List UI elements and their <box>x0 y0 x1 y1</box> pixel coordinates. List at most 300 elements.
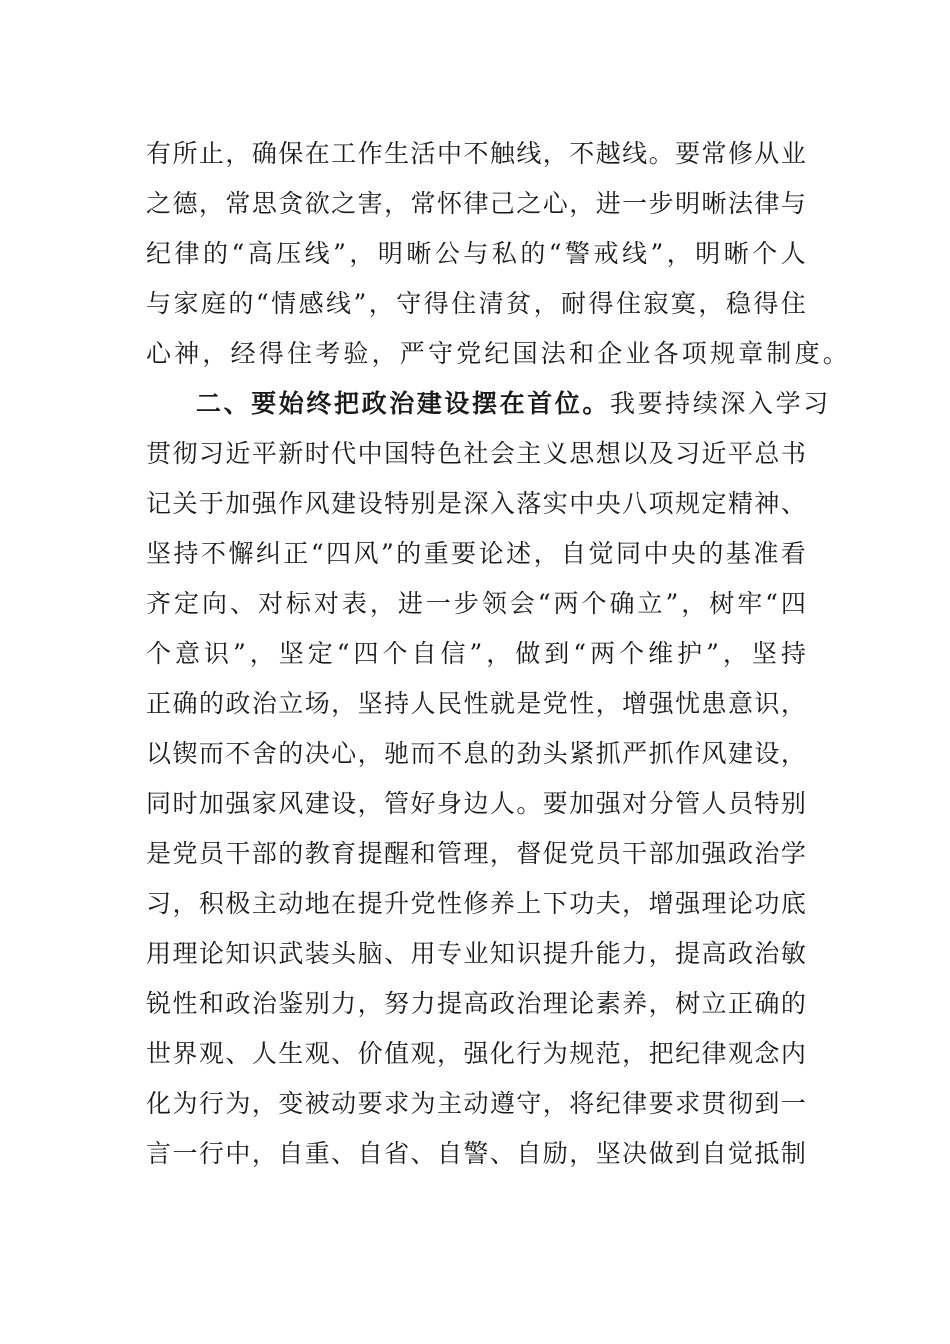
text-char: 得 <box>423 289 449 318</box>
text-char: 党 <box>542 689 568 718</box>
text-char: 压 <box>276 239 302 268</box>
text-char: 到 <box>544 639 570 668</box>
text-char: 锲 <box>172 739 198 768</box>
text-char: 贯 <box>701 1089 727 1118</box>
text-char: 准 <box>753 539 779 568</box>
text-char: 增 <box>648 889 674 918</box>
text-char: 社 <box>463 439 489 468</box>
text-char: 干 <box>225 839 251 868</box>
text-char: 提 <box>436 989 462 1018</box>
text-char: 晰 <box>701 189 727 218</box>
text-char: ， <box>225 139 251 168</box>
text-char: 定 <box>173 589 199 618</box>
text-char: 中 <box>643 539 669 568</box>
text-char: 个 <box>619 639 645 668</box>
text-char: 一 <box>425 589 451 618</box>
text-char: 得 <box>753 289 779 318</box>
text-char: 不 <box>200 539 226 568</box>
text-char: 个 <box>146 639 172 668</box>
text-char: 别 <box>304 989 330 1018</box>
text-char: 管 <box>436 839 462 868</box>
text-char: 央 <box>595 489 621 518</box>
text-char: 律 <box>174 239 200 268</box>
text-char: 高 <box>247 239 273 268</box>
text-char: 平 <box>727 439 753 468</box>
text-char: ” <box>233 639 246 668</box>
text-char: 关 <box>172 489 198 518</box>
text-char: 之 <box>331 189 357 218</box>
text-char: ， <box>331 689 357 718</box>
text-char: 义 <box>542 439 568 468</box>
text-char: 要 <box>451 539 477 568</box>
text-char: 作 <box>357 139 383 168</box>
text-char: 警 <box>463 1139 489 1168</box>
text-char: 与 <box>146 289 172 318</box>
text-char: 树 <box>709 589 735 618</box>
text-char: 作 <box>675 739 701 768</box>
text-line <box>146 129 806 179</box>
text-char: 害 <box>357 189 383 218</box>
text-char: 设 <box>331 789 357 818</box>
text-char: ， <box>648 989 674 1018</box>
text-char: ， <box>251 1089 277 1118</box>
text-char: 家 <box>251 789 277 818</box>
text-char: 确 <box>754 989 780 1018</box>
text-char: 识 <box>204 639 230 668</box>
text-line <box>146 829 806 879</box>
text-char: 。 <box>648 139 674 168</box>
text-char: ， <box>569 1139 595 1168</box>
text-char: 一 <box>780 1089 806 1118</box>
text-line <box>146 279 806 329</box>
text-char: 加 <box>198 789 224 818</box>
text-char: 习 <box>675 439 701 468</box>
text-char: 中 <box>569 489 595 518</box>
text-char: 治 <box>754 939 780 968</box>
text-char: 自 <box>561 539 587 568</box>
text-char: 四 <box>353 639 379 668</box>
text-char: 维 <box>648 639 674 668</box>
text-char: 思 <box>251 189 277 218</box>
text-char: 行 <box>198 1089 224 1118</box>
text-char: 进 <box>397 589 423 618</box>
text-char: ， <box>542 139 568 168</box>
text-char: 耐 <box>561 289 587 318</box>
text-char: 督 <box>516 839 542 868</box>
text-char: 范 <box>595 1039 621 1068</box>
text-char: 行 <box>198 1139 224 1168</box>
text-char: 不 <box>225 739 251 768</box>
text-char: 稳 <box>725 289 751 318</box>
text-char: 不 <box>436 739 462 768</box>
text-char: 人 <box>410 689 436 718</box>
text-line <box>146 679 806 729</box>
text-char: 与 <box>780 189 806 218</box>
text-char: 强 <box>225 789 251 818</box>
text-char: 要 <box>648 1089 674 1118</box>
text-char: 观 <box>304 1039 330 1068</box>
text-char: 加 <box>569 789 595 818</box>
text-line <box>146 179 806 229</box>
text-char: 醒 <box>384 839 410 868</box>
text-char: 定 <box>701 489 727 518</box>
text-char: 、 <box>489 1139 515 1168</box>
text-char: 工 <box>331 139 357 168</box>
text-char: 、 <box>331 1139 357 1168</box>
text-char: 的 <box>278 839 304 868</box>
text-char: 向 <box>201 589 227 618</box>
body-text <box>146 129 852 1179</box>
text-char: ， <box>780 689 806 718</box>
text-char: 住 <box>780 289 806 318</box>
text-char: 会 <box>489 439 515 468</box>
text-char: 动 <box>278 889 304 918</box>
text-char: 线 <box>622 239 648 268</box>
text-char: 性 <box>172 989 198 1018</box>
text-char: 设 <box>357 489 383 518</box>
text-char: 自 <box>436 1139 462 1168</box>
text-char: 得 <box>588 289 614 318</box>
text-char: 化 <box>146 1089 172 1118</box>
text-char: 被 <box>304 1089 330 1118</box>
text-char: ， <box>569 189 595 218</box>
text-char: 公 <box>434 239 460 268</box>
section-heading-rest: 我要持续深入学习 <box>610 389 831 418</box>
text-char: 清 <box>478 289 504 318</box>
text-line <box>146 529 806 579</box>
text-char: 要 <box>357 1089 383 1118</box>
text-char: 做 <box>648 1139 674 1168</box>
text-char: 近 <box>701 439 727 468</box>
text-char: 用 <box>146 939 172 968</box>
text-char: 生 <box>278 1039 304 1068</box>
text-char: 感 <box>298 289 324 318</box>
text-char: 所 <box>172 139 198 168</box>
text-char: ， <box>369 589 395 618</box>
text-char: 武 <box>278 939 304 968</box>
text-char: 强 <box>251 489 277 518</box>
text-char: 世 <box>146 1039 172 1068</box>
text-line <box>146 479 806 529</box>
text-char: 、 <box>780 489 806 518</box>
text-char: 为 <box>542 1039 568 1068</box>
text-char: 步 <box>453 589 479 618</box>
text-char: 习 <box>146 889 172 918</box>
text-char: 的 <box>228 289 254 318</box>
text-char: 时 <box>304 439 330 468</box>
text-char: 夫 <box>595 889 621 918</box>
text-char: 常 <box>410 189 436 218</box>
text-char: 政 <box>225 689 251 718</box>
text-char: ” <box>706 639 719 668</box>
text-char: 加 <box>225 489 251 518</box>
text-char: 党 <box>410 889 436 918</box>
text-char: 神 <box>754 489 780 518</box>
text-char: 主 <box>516 439 542 468</box>
text-char: 论 <box>198 939 224 968</box>
text-char: 党 <box>569 839 595 868</box>
text-char: “ <box>231 239 245 268</box>
text-char: 中 <box>357 439 383 468</box>
text-line: 心神，经得住考验，严守党纪国法和企业各项规章制度。 <box>146 339 852 368</box>
text-char: 重 <box>304 1139 330 1168</box>
text-char: 持 <box>173 539 199 568</box>
text-char: ， <box>622 1039 648 1068</box>
text-line <box>146 879 806 929</box>
text-char: 之 <box>146 189 172 218</box>
text-char: 明 <box>695 239 721 268</box>
text-char: 知 <box>489 939 515 968</box>
text-char: 项 <box>648 489 674 518</box>
text-char: 养 <box>489 889 515 918</box>
text-char: 为 <box>225 1089 251 1118</box>
text-char: 理 <box>542 989 568 1018</box>
text-char: 增 <box>622 689 648 718</box>
section-heading-line <box>146 379 831 429</box>
text-char: 心 <box>542 189 568 218</box>
text-char: 及 <box>648 439 674 468</box>
text-char: 治 <box>251 689 277 718</box>
text-char: 要 <box>675 139 701 168</box>
text-char: 上 <box>516 889 542 918</box>
text-char: 学 <box>780 839 806 868</box>
text-char: 变 <box>278 1089 304 1118</box>
text-char: 中 <box>225 1139 251 1168</box>
text-char: 内 <box>780 1039 806 1068</box>
text-char: 记 <box>146 489 172 518</box>
text-char: 息 <box>463 739 489 768</box>
text-char: 省 <box>384 1139 410 1168</box>
text-char: 锐 <box>146 989 172 1018</box>
text-char: 边 <box>463 789 489 818</box>
text-char: 新 <box>278 439 304 468</box>
text-char: 能 <box>595 939 621 968</box>
text-char: 色 <box>436 439 462 468</box>
text-char: ， <box>486 639 512 668</box>
text-char: ” <box>650 239 664 268</box>
text-char: 观 <box>410 1039 436 1068</box>
text-char: 识 <box>516 939 542 968</box>
text-char: ， <box>533 539 559 568</box>
text-char: 彻 <box>172 439 198 468</box>
text-char: 想 <box>595 439 621 468</box>
text-char: 人 <box>780 239 806 268</box>
text-char: ， <box>384 189 410 218</box>
text-char: 对 <box>257 589 283 618</box>
text-char: ， <box>357 789 383 818</box>
text-char: 重 <box>423 539 449 568</box>
text-char: ， <box>681 589 707 618</box>
text-char: 两 <box>553 589 579 618</box>
text-char: 提 <box>675 939 701 968</box>
text-char: 庭 <box>200 289 226 318</box>
text-char: 力 <box>622 939 648 968</box>
text-char: 治 <box>251 989 277 1018</box>
text-char: 心 <box>331 739 357 768</box>
text-char: ， <box>251 1139 277 1168</box>
text-char: ， <box>722 639 748 668</box>
text-char: 特 <box>384 489 410 518</box>
text-char: 的 <box>396 539 422 568</box>
text-line <box>146 1079 806 1129</box>
text-char: 止 <box>198 139 224 168</box>
text-char: 越 <box>595 139 621 168</box>
text-char: 欲 <box>304 189 330 218</box>
text-char: 分 <box>648 789 674 818</box>
text-char: 同 <box>615 539 641 568</box>
text-char: 政 <box>727 939 753 968</box>
text-char: 戒 <box>593 239 619 268</box>
text-char: 情 <box>271 289 297 318</box>
text-char: 触 <box>489 139 515 168</box>
text-char: 入 <box>489 489 515 518</box>
text-char: 治 <box>516 989 542 1018</box>
text-char: 人 <box>251 1039 277 1068</box>
text-char: 警 <box>565 239 591 268</box>
text-char: 国 <box>384 439 410 468</box>
text-char: 建 <box>304 789 330 818</box>
text-char: 正 <box>283 539 309 568</box>
text-char: 强 <box>648 689 674 718</box>
text-char: 强 <box>595 789 621 818</box>
text-char: 论 <box>727 889 753 918</box>
text-char: 一 <box>622 189 648 218</box>
text-char: 育 <box>331 839 357 868</box>
text-char: 表 <box>341 589 367 618</box>
text-char: 脑 <box>357 939 383 968</box>
text-char: 会 <box>509 589 535 618</box>
text-char: 述 <box>506 539 532 568</box>
text-char: 贪 <box>278 189 304 218</box>
text-char: 界 <box>172 1039 198 1068</box>
text-char: 确 <box>172 689 198 718</box>
text-char: 正 <box>727 989 753 1018</box>
text-char: 不 <box>569 139 595 168</box>
text-char: 人 <box>701 789 727 818</box>
text-char: 鉴 <box>278 989 304 1018</box>
text-char: 力 <box>331 989 357 1018</box>
text-char: 为 <box>410 1089 436 1118</box>
text-char: 制 <box>780 1139 806 1168</box>
text-char: 价 <box>357 1039 383 1068</box>
text-char: 是 <box>436 489 462 518</box>
text-char: 素 <box>595 989 621 1018</box>
text-char: 提 <box>357 889 383 918</box>
text-char: 励 <box>542 1139 568 1168</box>
text-char: 明 <box>675 189 701 218</box>
text-char: ， <box>648 939 674 968</box>
text-char: 作 <box>278 489 304 518</box>
text-char: ” <box>380 539 394 568</box>
text-char: 自 <box>278 1139 304 1168</box>
text-char: 政 <box>489 989 515 1018</box>
text-char: 设 <box>754 739 780 768</box>
text-char: ， <box>368 289 394 318</box>
text-line <box>146 1029 806 1079</box>
text-char: ， <box>357 739 383 768</box>
text-char: ， <box>349 239 375 268</box>
text-char: 坚 <box>278 639 304 668</box>
text-char: 一 <box>172 1139 198 1168</box>
text-char: 纪 <box>146 239 172 268</box>
text-char: 家 <box>173 289 199 318</box>
text-char: 觉 <box>588 539 614 568</box>
text-char: ， <box>436 1039 462 1068</box>
text-char: 是 <box>146 839 172 868</box>
text-char: 党 <box>172 839 198 868</box>
text-char: 、 <box>331 1039 357 1068</box>
text-char: 升 <box>569 939 595 968</box>
text-char: 观 <box>198 1039 224 1068</box>
text-char: 升 <box>384 889 410 918</box>
text-char: 患 <box>701 689 727 718</box>
text-char: 中 <box>436 139 462 168</box>
text-char: 管 <box>675 789 701 818</box>
text-char: 求 <box>675 1089 701 1118</box>
text-char: 身 <box>436 789 462 818</box>
text-char: ， <box>198 189 224 218</box>
text-char: 懈 <box>228 539 254 568</box>
text-char: 性 <box>463 689 489 718</box>
text-char: 值 <box>384 1039 410 1068</box>
text-char: 员 <box>727 789 753 818</box>
text-line <box>146 429 806 479</box>
text-char: 性 <box>436 889 462 918</box>
text-char: 同 <box>146 789 172 818</box>
text-char: 识 <box>754 689 780 718</box>
text-char: 求 <box>384 1089 410 1118</box>
text-char: 管 <box>384 789 410 818</box>
text-char: 自 <box>411 639 437 668</box>
text-char: 纪 <box>595 1089 621 1118</box>
text-char: 规 <box>675 489 701 518</box>
text-char: 之 <box>516 189 542 218</box>
text-char: 强 <box>675 889 701 918</box>
text-char: ， <box>780 739 806 768</box>
text-char: 律 <box>701 1039 727 1068</box>
text-char: 地 <box>304 889 330 918</box>
text-char: 动 <box>463 1089 489 1118</box>
text-char: 。 <box>516 789 542 818</box>
text-char: 遵 <box>489 1089 515 1118</box>
text-char: 常 <box>225 189 251 218</box>
text-char: 有 <box>146 139 172 168</box>
text-char: 意 <box>727 689 753 718</box>
text-char: 人 <box>489 789 515 818</box>
text-char: 央 <box>670 539 696 568</box>
text-char: 坚 <box>357 689 383 718</box>
text-char: 抵 <box>754 1139 780 1168</box>
text-char: 、 <box>410 1139 436 1168</box>
text-char: 员 <box>198 839 224 868</box>
text-char: 晰 <box>406 239 432 268</box>
text-char: 基 <box>725 539 751 568</box>
text-char: 把 <box>648 1039 674 1068</box>
text-line <box>146 629 806 679</box>
text-char: 修 <box>463 889 489 918</box>
text-char: 自 <box>357 1139 383 1168</box>
text-char: 极 <box>225 889 251 918</box>
text-char: 树 <box>675 989 701 1018</box>
text-char: 驰 <box>384 739 410 768</box>
text-char: 以 <box>146 739 172 768</box>
text-char: 场 <box>304 689 330 718</box>
text-char: 自 <box>701 1139 727 1168</box>
text-char: 积 <box>198 889 224 918</box>
text-char: 寞 <box>670 289 696 318</box>
text-char: 强 <box>701 839 727 868</box>
text-char: 促 <box>542 839 568 868</box>
